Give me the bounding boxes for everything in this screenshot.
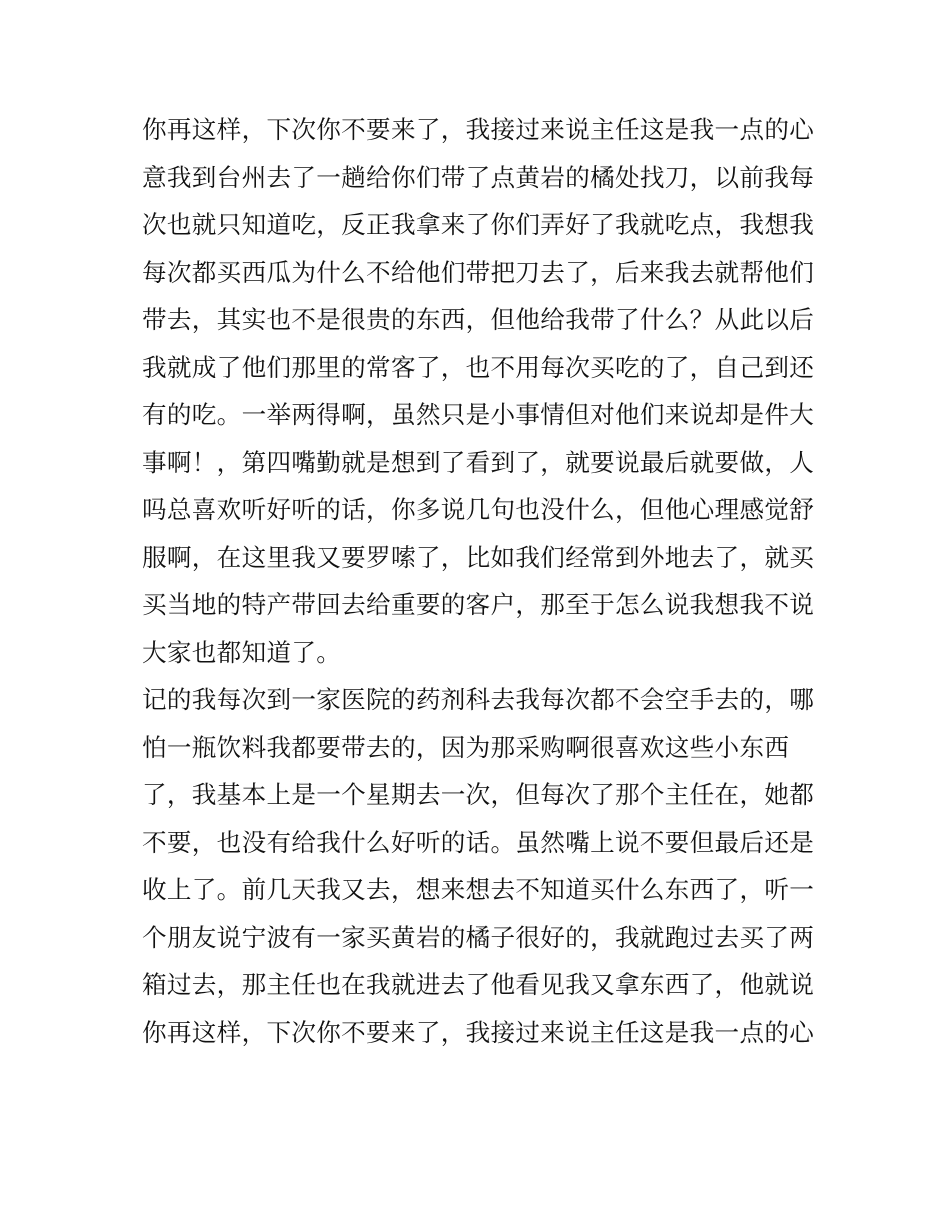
text-line: 我就成了他们那里的常客了，也不用每次买吃的了，自己到还 bbox=[142, 352, 815, 382]
text-line: 有的吃。一举两得啊，虽然只是小事情但对他们来说却是件大 bbox=[142, 400, 815, 429]
text-line: 意我到台州去了一趟给你们带了点黄岩的橘处找刀，以前我每 bbox=[142, 162, 815, 192]
text-line: 了，我基本上是一个星期去一次，但每次了那个主任在，她都 bbox=[142, 780, 815, 809]
text-line: 记的我每次到一家医院的药剂科去我每次都不会空手去的，哪 bbox=[142, 685, 815, 714]
text-line: 服啊，在这里我又要罗嗦了，比如我们经常到外地去了，就买 bbox=[142, 542, 815, 572]
text-line: 带去，其实也不是很贵的东西，但他给我带了什么？从此以后 bbox=[142, 305, 815, 334]
text-line: 你再这样，下次你不要来了，我接过来说主任这是我一点的心 bbox=[142, 1017, 815, 1047]
text-line: 买当地的特产带回去给重要的客户，那至于怎么说我想我不说 bbox=[142, 590, 815, 619]
text-line: 事啊！，第四嘴勤就是想到了看到了，就要说最后就要做，人 bbox=[142, 447, 815, 477]
text-line: 你再这样，下次你不要来了，我接过来说主任这是我一点的心 bbox=[142, 115, 815, 144]
text-line: 吗总喜欢听好听的话，你多说几句也没什么，但他心理感觉舒 bbox=[142, 495, 815, 524]
body-text bbox=[142, 106, 822, 1056]
text-line: 大家也都知道了。 bbox=[142, 637, 342, 667]
text-line: 每次都买西瓜为什么不给他们带把刀去了，后来我去就帮他们 bbox=[142, 257, 815, 287]
text-line: 不要，也没有给我什么好听的话。虽然嘴上说不要但最后还是 bbox=[142, 827, 815, 857]
text-line: 个朋友说宁波有一家买黄岩的橘子很好的，我就跑过去买了两 bbox=[142, 922, 815, 952]
text-line: 收上了。前几天我又去，想来想去不知道买什么东西了，听一 bbox=[142, 875, 815, 904]
text-line: 箱过去，那主任也在我就进去了他看见我又拿东西了，他就说 bbox=[142, 970, 815, 999]
text-line: 怕一瓶饮料我都要带去的，因为那采购啊很喜欢这些小东西 bbox=[142, 732, 790, 762]
text-line: 次也就只知道吃，反正我拿来了你们弄好了我就吃点，我想我 bbox=[142, 210, 815, 239]
